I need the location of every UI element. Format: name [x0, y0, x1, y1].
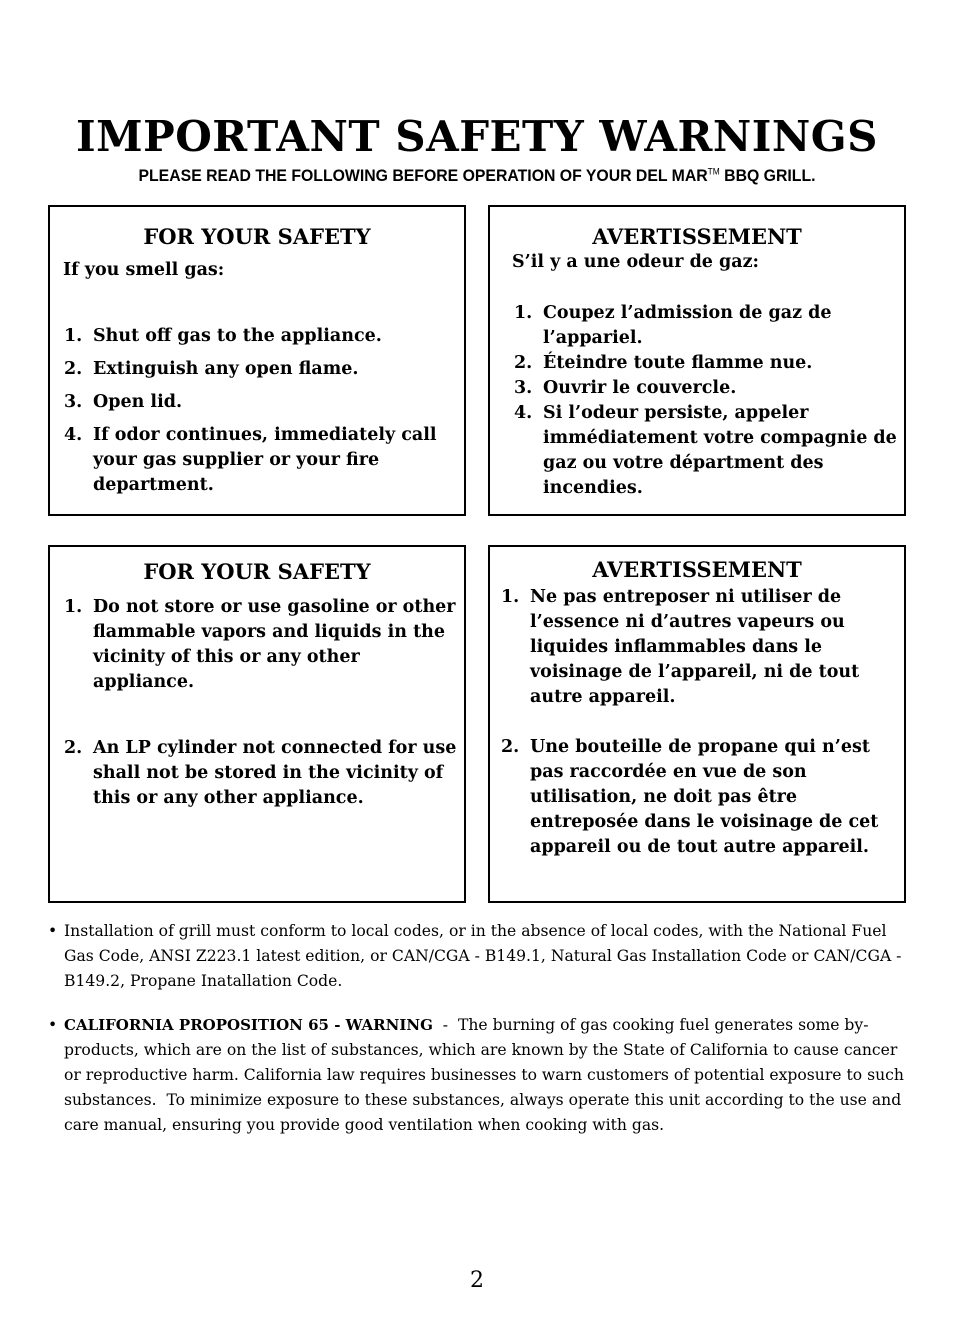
trademark-symbol: TM — [707, 166, 720, 177]
instruction-list — [64, 324, 458, 498]
list-item: 4. Si l’odeur persiste, appeler immédiatement votre compagnie de gaz ou votre départment des incendies. — [514, 403, 897, 498]
page-subtitle — [33, 166, 920, 186]
box-heading: FOR YOUR SAFETY — [143, 224, 371, 249]
page-title: IMPORTANT SAFETY WARNINGS — [76, 112, 878, 161]
box-heading: FOR YOUR SAFETY — [143, 559, 371, 584]
box-intro: S’il y a une odeur de gaz: — [512, 252, 759, 272]
list-item: 1. Shut off gas to the appliance. — [64, 326, 382, 346]
instruction-list — [514, 301, 898, 501]
bullet-glyph: • — [48, 1016, 58, 1034]
list-item: 3. Open lid. — [64, 392, 183, 412]
safety-box-english-storage — [48, 545, 466, 903]
prop65-label: CALIFORNIA PROPOSITION 65 - WARNING — [64, 1016, 433, 1034]
prop65-section — [48, 1013, 908, 1138]
list-item: 1. Ne pas entreposer ni utiliser de l’essence ni d’autres vapeurs ou liquides inflammables dans le voisinage de l’appareil, ni de tout autre appareil. — [501, 587, 860, 707]
list-item: 4. If odor continues, immediately call your gas supplier or your fire department. — [64, 425, 437, 495]
box-heading: AVERTISSEMENT — [592, 557, 802, 582]
list-item: 3. Ouvrir le couvercle. — [514, 378, 737, 398]
subtitle-end: BBQ GRILL. — [719, 166, 816, 185]
safety-box-french-gas — [488, 205, 906, 516]
list-item: 1. Do not store or use gasoline or other flammable vapors and liquids in the vicinity of this or any other appliance. — [64, 597, 456, 692]
safety-box-french-storage — [488, 545, 906, 903]
page-number: 2 — [470, 1268, 484, 1293]
instruction-list — [501, 585, 900, 860]
subtitle-main: PLEASE READ THE FOLLOWING BEFORE OPERATION OF YOUR DEL MAR — [138, 166, 708, 185]
installation-note: • Installation of grill must conform to local codes, or in the absence of local codes, with the National Fuel Gas Code, ANSI Z223.1 latest edition, or CAN/CGA - B149.1, Natural Gas Installation Code or CAN/CGA - B149.2, Propane Inatallation Code. — [48, 919, 908, 994]
bullet-glyph: • — [48, 922, 58, 940]
list-item: 2. Une bouteille de propane qui n’est pas raccordée en vue de son utilisation, ne doit pas être entreposée dans le voisinage de cet appareil ou de tout autre appareil. — [501, 737, 879, 857]
prop65-warning — [48, 1013, 908, 1138]
list-item: 2. An LP cylinder not connected for use shall not be stored in the vicinity of this or any other appliance. — [64, 738, 457, 808]
instruction-list — [64, 595, 458, 811]
prop65-text: - The burning of gas cooking fuel generates some by-products, which are on the list of substances, which are known by the State of California to cause cancer or reproductive harm. California law requires businesses to warn customers of potential exposure to such substances. To minimize exposure to these substances, always operate this unit according to the use and care manual, ensuring you provide good ventilation when cooking with gas. — [64, 1016, 909, 1134]
list-item: 2. Éteindre toute flamme nue. — [514, 353, 813, 373]
notes-section — [48, 919, 908, 994]
box-heading: AVERTISSEMENT — [592, 224, 802, 249]
box-intro: If you smell gas: — [63, 260, 225, 280]
safety-box-english-gas — [48, 205, 466, 516]
list-item: 1. Coupez l’admission de gaz de l’appariel. — [514, 303, 832, 348]
list-item: 2. Extinguish any open flame. — [64, 359, 359, 379]
